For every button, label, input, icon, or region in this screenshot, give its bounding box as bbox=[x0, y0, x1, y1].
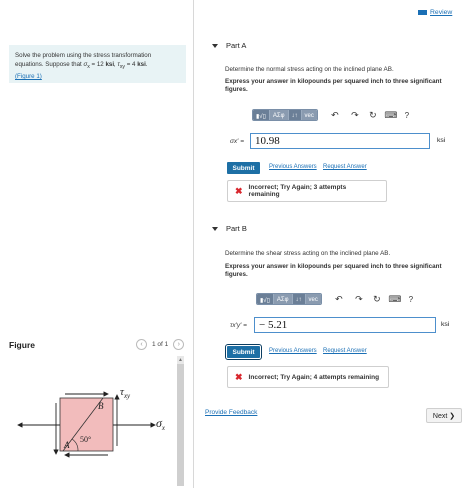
chevron-right-icon[interactable]: › bbox=[173, 339, 184, 350]
label-angle: 50° bbox=[80, 435, 92, 444]
next-button[interactable]: Next ❯ bbox=[426, 408, 462, 423]
part-b-feedback bbox=[227, 366, 389, 388]
part-a-feedback bbox=[227, 180, 387, 202]
figure-link[interactable]: (Figure 1) bbox=[15, 73, 42, 81]
part-b-toolbar bbox=[256, 293, 418, 305]
math-template-group bbox=[256, 293, 322, 305]
undo-icon[interactable]: ↶ bbox=[335, 293, 343, 304]
math-template-group bbox=[252, 109, 318, 121]
part-a-instruction: Express your answer in kilopounds per squared inch to three significant figures. bbox=[225, 78, 442, 93]
label-B: B bbox=[98, 401, 104, 411]
part-a-submit-button[interactable]: Submit bbox=[227, 162, 260, 174]
vec-button[interactable]: vec bbox=[302, 110, 317, 121]
redo-icon[interactable]: ↷ bbox=[355, 293, 363, 304]
part-a-unit: ksi bbox=[437, 137, 446, 144]
part-a-answer-row bbox=[230, 133, 430, 149]
part-b-instruction: Express your answer in kilopounds per squared inch to three significant figures. bbox=[225, 263, 442, 278]
equals-text-2: = 4 bbox=[124, 61, 138, 68]
sigma-subscript: x bbox=[87, 64, 90, 71]
part-b-prompt: Determine the shear stress acting on the inclined plane AB. bbox=[225, 250, 391, 257]
unit-ksi-2: ksi bbox=[137, 61, 146, 68]
part-b-previous-answers-link[interactable]: Previous Answers bbox=[269, 348, 317, 354]
label-tau-symbol: τ bbox=[120, 386, 124, 398]
sqrt-template-button[interactable]: ▮√▯ bbox=[253, 110, 270, 121]
figure-pager bbox=[136, 339, 184, 350]
greek-symbols-button[interactable]: ΑΣφ bbox=[270, 110, 289, 121]
caret-down-icon bbox=[212, 44, 218, 48]
part-a-previous-answers-link[interactable]: Previous Answers bbox=[269, 164, 317, 170]
label-sigma bbox=[156, 416, 166, 432]
review-label: Review bbox=[430, 9, 453, 16]
figure-scrollbar-thumb[interactable] bbox=[177, 364, 184, 486]
incorrect-x-icon: ✖ bbox=[235, 371, 243, 382]
part-b-unit: ksi bbox=[441, 321, 450, 328]
part-b-title: Part B bbox=[226, 224, 247, 233]
part-a-answer-label: σx′ = bbox=[230, 137, 244, 145]
part-a-header[interactable] bbox=[212, 41, 246, 50]
scroll-up-icon[interactable]: ▲ bbox=[178, 357, 183, 363]
incorrect-x-icon: ✖ bbox=[235, 185, 243, 196]
arrows-button[interactable]: ↓↑ bbox=[289, 110, 302, 121]
problem-panel bbox=[0, 0, 192, 488]
column-divider bbox=[193, 0, 194, 488]
part-b-request-answer-link[interactable]: Request Answer bbox=[323, 348, 367, 354]
undo-icon[interactable]: ↶ bbox=[331, 109, 339, 120]
equals-text: = 12 bbox=[89, 61, 106, 68]
reset-icon[interactable]: ↻ bbox=[369, 109, 377, 120]
unit-ksi: ksi bbox=[105, 61, 115, 68]
tau-symbol: , τ bbox=[114, 61, 120, 68]
chevron-left-icon[interactable]: ‹ bbox=[136, 339, 147, 350]
greek-symbols-button[interactable]: ΑΣφ bbox=[274, 294, 293, 305]
problem-statement bbox=[9, 45, 186, 83]
sigma-symbol: σ bbox=[83, 61, 88, 68]
keyboard-icon[interactable]: ⌨ bbox=[388, 293, 402, 304]
arrows-button[interactable]: ↓↑ bbox=[293, 294, 306, 305]
problem-text: Solve the problem using the stress transformation equations. Suppose that bbox=[15, 52, 152, 68]
part-a-answer-input[interactable]: 10.98 bbox=[250, 133, 430, 149]
sqrt-template-button[interactable]: ▮√▯ bbox=[257, 294, 274, 305]
part-a-prompt: Determine the normal stress acting on the inclined plane AB. bbox=[225, 66, 394, 73]
keyboard-icon[interactable]: ⌨ bbox=[384, 109, 398, 120]
label-A: A bbox=[64, 440, 70, 450]
provide-feedback-link[interactable]: Provide Feedback bbox=[205, 409, 258, 416]
part-a-toolbar bbox=[252, 109, 414, 121]
help-button[interactable]: ? bbox=[408, 294, 414, 304]
part-b-answer-input[interactable]: − 5.21 bbox=[254, 317, 436, 333]
part-b-answer-row bbox=[230, 317, 436, 333]
label-sigma-symbol: σ bbox=[156, 416, 162, 430]
part-b-header[interactable] bbox=[212, 224, 247, 233]
review-link[interactable] bbox=[418, 9, 452, 16]
pager-text: 1 of 1 bbox=[152, 341, 169, 348]
part-b-answer-label: τx′y′ = bbox=[230, 321, 247, 329]
label-tau bbox=[120, 386, 131, 400]
figure-title: Figure bbox=[9, 340, 35, 350]
part-a-request-answer-link[interactable]: Request Answer bbox=[323, 164, 367, 170]
vec-button[interactable]: vec bbox=[306, 294, 321, 305]
tau-subscript: xy bbox=[119, 64, 125, 71]
part-a-feedback-text: Incorrect; Try Again; 3 attempts remaining bbox=[248, 184, 347, 198]
period: . bbox=[145, 61, 148, 68]
part-a-title: Part A bbox=[226, 41, 247, 50]
caret-down-icon bbox=[212, 227, 218, 231]
redo-icon[interactable]: ↷ bbox=[351, 109, 359, 120]
part-b-feedback-text: Incorrect; Try Again; 4 attempts remaining bbox=[248, 373, 380, 381]
label-sigma-sub: x bbox=[161, 424, 166, 432]
stress-element-figure bbox=[10, 385, 175, 460]
help-button[interactable]: ? bbox=[404, 110, 410, 120]
reset-icon[interactable]: ↻ bbox=[373, 293, 381, 304]
review-icon bbox=[418, 10, 427, 15]
part-b-submit-button[interactable]: Submit bbox=[227, 346, 260, 358]
label-tau-sub: xy bbox=[123, 392, 131, 400]
